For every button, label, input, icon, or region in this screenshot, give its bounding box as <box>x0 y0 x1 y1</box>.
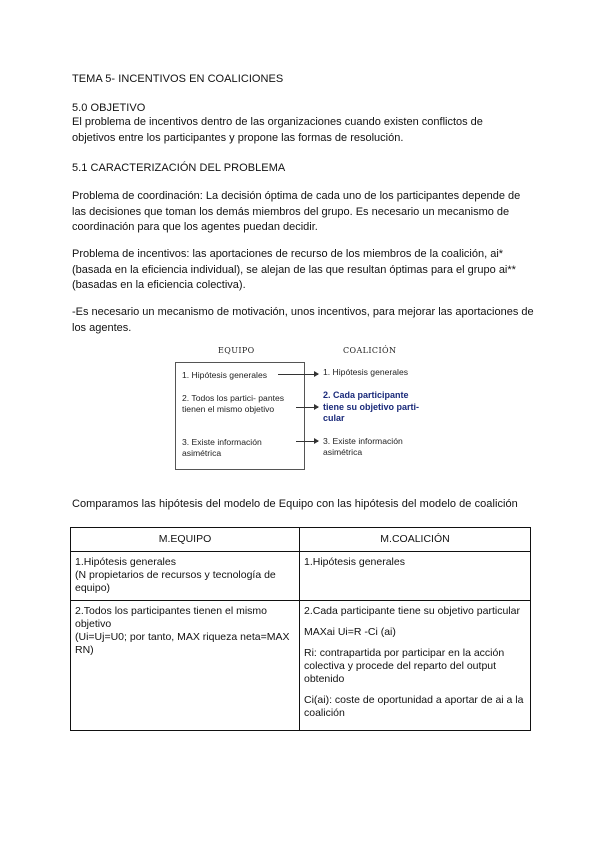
diagram-coalicion-item-1: 1. Hipótesis generales <box>323 367 409 377</box>
diagram-arrow-3 <box>296 441 318 442</box>
diagram-arrow-2 <box>296 407 318 408</box>
diagram-arrow-1 <box>278 374 318 375</box>
diagram-equipo-item-3: 3. Existe información asimétrica <box>182 437 262 458</box>
row1-equipo-note: (N propietarios de recursos y tecnología de equipo) <box>75 569 276 594</box>
diagram-coalicion-item-3: 3. Existe información asimétrica <box>323 436 403 457</box>
row2-coalicion-formula: MAXai Ui=R -Ci (ai) <box>304 626 396 638</box>
row2-coalicion-ci: Ci(ai): coste de oportunidad a aportar de ai a la coalición <box>304 694 524 719</box>
row2-coalicion-cell <box>300 601 531 731</box>
objetivo-heading: 5.0 OBJETIVO <box>72 102 146 114</box>
row2-equipo-note: (Ui=Uj=U0; por tanto, MAX riqueza neta=MAX RN) <box>75 631 290 656</box>
caracterizacion-heading: 5.1 CARACTERIZACIÓN DEL PROBLEMA <box>72 162 286 174</box>
compare-text: Comparamos las hipótesis del modelo de Equipo con las hipótesis del modelo de coalición <box>72 498 518 510</box>
table-row <box>71 601 531 731</box>
diagram-equipo-item-2: 2. Todos los partici- pantes tienen el mismo objetivo <box>182 393 285 414</box>
diagram-coalicion-item-2: 2. Cada participante tiene su objetivo parti- cular <box>323 390 420 423</box>
table-header-row <box>71 528 531 552</box>
diagram-coalicion-header: COALICIÓN <box>343 346 397 355</box>
motivacion-paragraph: -Es necesario un mecanismo de motivación, unos incentivos, para mejorar las aportaciones de los agentes. <box>72 306 534 334</box>
coordinacion-paragraph: Problema de coordinación: La decisión óptima de cada uno de los participantes depende de las decisiones que toman los demás miembros del grupo. Es necesario un mecanismo de coordinación para que los agentes puedan decidir. <box>72 190 521 233</box>
table-header-equipo: M.EQUIPO <box>71 528 300 552</box>
table-header-coalicion: M.COALICIÓN <box>300 528 531 552</box>
document-title: TEMA 5- INCENTIVOS EN COALICIONES <box>72 73 284 85</box>
diagram-equipo-item-1: 1. Hipótesis generales <box>182 370 268 380</box>
row2-coalicion-text: 2.Cada participante tiene su objetivo particular <box>304 605 520 617</box>
row1-coalicion-cell <box>300 552 531 601</box>
incentivos-paragraph: Problema de incentivos: las aportaciones de recurso de los miembros de la coalición, ai* (basada en la eficiencia individual), se alejan de las que resultan óptimas para el grupo ai** (basadas en la eficiencia colectiva). <box>72 248 516 291</box>
objetivo-text: El problema de incentivos dentro de las organizaciones cuando existen conflictos de objetivos entre los participantes y propone las formas de resolución. <box>72 116 483 144</box>
row2-coalicion-ri: Ri: contrapartida por participar en la acción colectiva y procede del reparto del output obtenido <box>304 647 505 685</box>
row2-equipo-cell <box>71 601 300 731</box>
diagram-equipo-header: EQUIPO <box>218 346 255 355</box>
comparison-table <box>70 527 531 731</box>
row1-equipo-text: 1.Hipótesis generales <box>75 556 176 568</box>
row2-equipo-text: 2.Todos los participantes tienen el mismo objetivo <box>75 605 268 630</box>
row1-equipo-cell <box>71 552 300 601</box>
table-row <box>71 552 531 601</box>
row1-coalicion-text: 1.Hipótesis generales <box>304 556 405 568</box>
